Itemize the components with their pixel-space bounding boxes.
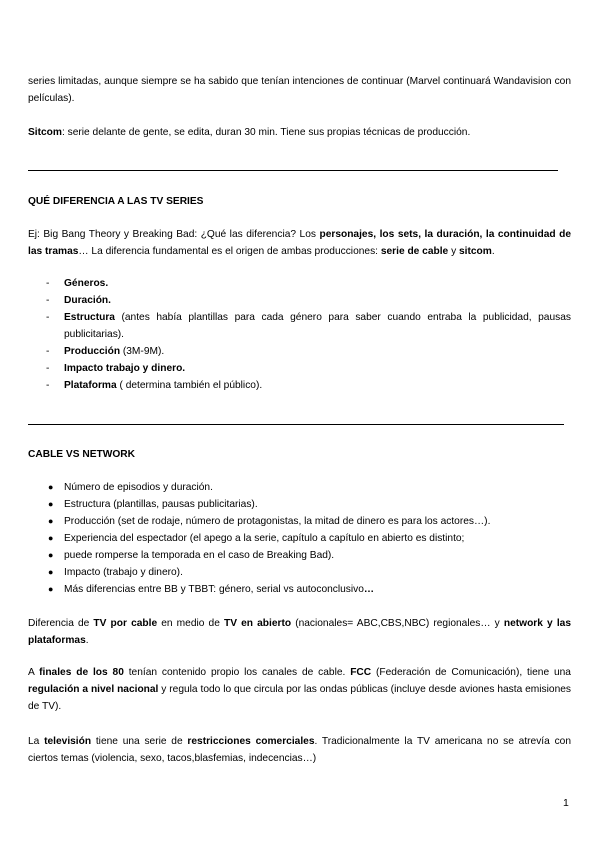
bold-run: … <box>363 584 375 595</box>
dash-marker: - <box>46 312 50 323</box>
heading-diferencia: QUÉ DIFERENCIA A LAS TV SERIES <box>28 196 204 207</box>
paragraph-text: series limitadas, aunque siempre se ha sabido que tenían intenciones de continuar (Marvel continuará Wandavision con películas). <box>28 76 571 104</box>
dash-marker: - <box>46 363 50 374</box>
dash-list <box>28 275 571 394</box>
text-run: Número de episodios y duración. <box>64 482 213 493</box>
bold-run: televisión <box>44 736 92 747</box>
page-number: 1 <box>563 797 569 809</box>
text-run: y regula todo lo que circula por las ondas públicas (incluye desde aviones hasta emisiones de TV). <box>28 684 571 712</box>
list-item <box>28 360 571 377</box>
section-divider <box>28 170 558 171</box>
bullet-marker: ● <box>48 482 54 492</box>
bullet-list <box>28 479 571 598</box>
bold-run: finales de los 80 <box>39 667 124 678</box>
list-item <box>28 377 571 394</box>
term-sitcom: Sitcom <box>28 127 62 138</box>
list-item <box>28 581 571 598</box>
list-item <box>28 343 571 360</box>
paragraph-television <box>28 733 571 767</box>
text-run: Producción (set de rodaje, número de protagonistas, la mitad de dinero es para los actores…). <box>64 516 491 527</box>
text-run: tenían contenido propio los canales de cable. <box>123 667 351 678</box>
bold-run: FCC <box>350 667 372 678</box>
bold-run: TV por cable <box>93 618 158 629</box>
paragraph-finales-80 <box>28 664 571 715</box>
list-item <box>28 513 571 530</box>
dash-marker: - <box>46 278 50 289</box>
text-run: (Federación de Comunicación), tiene una <box>371 667 571 678</box>
dash-marker: - <box>46 380 50 391</box>
bold-run: personajes, los sets, la duración, la continuidad de las tramas <box>28 229 571 257</box>
list-item <box>28 292 571 309</box>
text-run: (3M-9M). <box>120 346 165 357</box>
text-run: Experiencia del espectador (el apego a la serie, capítulo a capítulo en abierto es distinto; <box>64 533 465 544</box>
paragraph-ejemplo <box>28 226 571 260</box>
text-run: Más diferencias entre BB y TBBT: género, serial vs autoconclusivo <box>64 584 364 595</box>
list-item <box>28 309 571 343</box>
bullet-marker: ● <box>48 584 54 594</box>
dash-marker: - <box>46 346 50 357</box>
text-run: . Tradicionalmente la TV americana no se atrevía con ciertos temas (violencia, sexo, tacos,blasfemias, indecencias…) <box>28 736 571 764</box>
paragraph-intro <box>28 73 571 107</box>
paragraph-text: : serie delante de gente, se edita, duran 30 min. Tiene sus propias técnicas de producción. <box>61 127 471 138</box>
bold-run: Estructura <box>64 312 115 323</box>
text-run: … La diferencia fundamental es el origen de ambas producciones: <box>78 246 381 257</box>
bullet-marker: ● <box>48 499 54 509</box>
list-item <box>28 479 571 496</box>
text-run: A <box>28 667 40 678</box>
bullet-marker: ● <box>48 550 54 560</box>
list-item <box>28 530 571 547</box>
bold-run: Géneros. <box>64 278 109 289</box>
list-item <box>28 564 571 581</box>
text-run: La <box>28 736 45 747</box>
bold-run: restricciones comerciales <box>187 736 315 747</box>
text-run: ( determina también el público). <box>116 380 263 391</box>
text-run: . <box>85 635 89 646</box>
bold-run: Impacto trabajo y dinero. <box>64 363 186 374</box>
bold-run: Duración. <box>64 295 111 306</box>
list-item <box>28 547 571 564</box>
text-run: . <box>491 246 495 257</box>
bold-run: TV en abierto <box>223 618 292 629</box>
text-run: puede romperse la temporada en el caso de Breaking Bad). <box>64 550 335 561</box>
bold-run: sitcom <box>459 246 492 257</box>
text-run: Ej: Big Bang Theory y Breaking Bad: ¿Qué las diferencia? Los <box>28 229 320 240</box>
list-item <box>28 275 571 292</box>
dash-marker: - <box>46 295 50 306</box>
text-run: Impacto (trabajo y dinero). <box>64 567 183 578</box>
bold-run: Plataforma <box>64 380 117 391</box>
heading-cable: CABLE VS NETWORK <box>28 449 135 460</box>
bold-run: network y las plataformas <box>28 618 571 646</box>
bullet-marker: ● <box>48 533 54 543</box>
text-run: Diferencia de <box>28 618 94 629</box>
bold-run: serie de cable <box>380 246 449 257</box>
list-item <box>28 496 571 513</box>
bold-run: Producción <box>64 346 121 357</box>
paragraph-diferencia-tv <box>28 615 571 649</box>
bullet-marker: ● <box>48 516 54 526</box>
bold-run: regulación a nivel nacional <box>28 684 159 695</box>
text-run: (nacionales= ABC,CBS,NBC) regionales… y <box>291 618 504 629</box>
bullet-marker: ● <box>48 567 54 577</box>
text-run: Estructura (plantillas, pausas publicitarias). <box>64 499 258 510</box>
text-run: y <box>448 246 459 257</box>
text-run: (antes había plantillas para cada género para saber cuando entraba la publicidad, pausas publicitarias). <box>64 312 571 340</box>
paragraph-sitcom <box>28 124 571 141</box>
text-run: en medio de <box>157 618 224 629</box>
section-divider <box>28 424 564 425</box>
text-run: tiene una serie de <box>91 736 188 747</box>
